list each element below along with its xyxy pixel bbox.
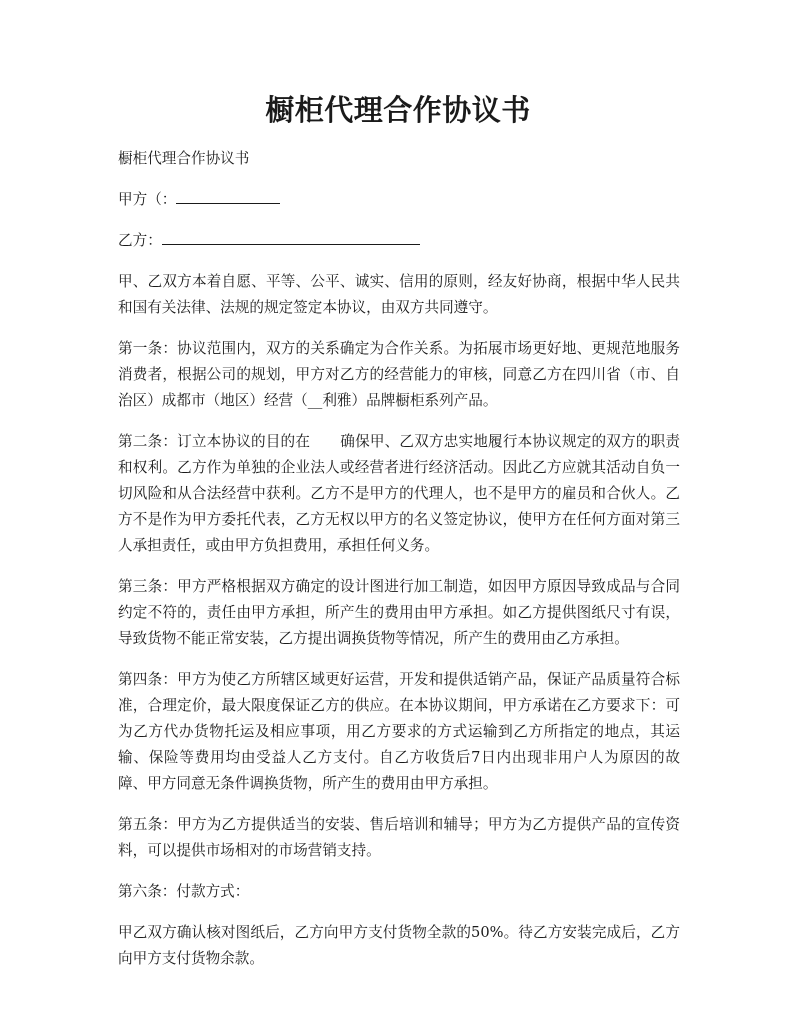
document-title: 橱柜代理合作协议书 bbox=[265, 93, 531, 127]
subtitle-text: 橱柜代理合作协议书 bbox=[118, 150, 250, 167]
article-2-part-1: 第二条：订立本协议的目的在 bbox=[118, 433, 311, 450]
article-6: 第六条：付款方式： bbox=[118, 883, 250, 900]
article-4: 第四条：甲方为使乙方所辖区域更好运营，开发和提供适销产品，保证产品质量符合标准，合理定价，最大限度保证乙方的供应。在本协议期间，甲方承诺在乙方要求下：可为乙方代办货物托运及相应事项，用乙方要求的方式运输到乙方所指定的地点，其运输、保险等费用均由受益人乙方支付。自乙方收货后7日内出现非用户人为原因的故障、甲方同意无条件调换货物，所产生的费用由甲方承担。 bbox=[118, 671, 680, 792]
party-a-label: 甲方（： bbox=[118, 191, 177, 208]
document-body bbox=[118, 146, 680, 987]
subtitle bbox=[118, 146, 680, 172]
article-5: 第五条：甲方为乙方提供适当的安装、售后培训和辅导；甲方为乙方提供产品的宣传资料，可以提供市场相对的市场营销支持。 bbox=[118, 816, 680, 859]
party-b-line bbox=[118, 228, 680, 254]
party-a-blank bbox=[176, 189, 280, 204]
party-a-line bbox=[118, 187, 680, 213]
article-2-part-2: 确保甲、乙双方忠实地履行本协议规定的双方的职责和权利。乙方作为单独的企业法人或经营者进行经济活动。因此乙方应就其活动自负一切风险和从合法经营中获利。乙方不是甲方的代理人，也不是甲方的雇员和合伙人。乙方不是作为甲方委托代表，乙方无权以甲方的名义签定协议，使甲方在任何方面对第三人承担责任，或由甲方负担费用，承担任何义务。 bbox=[118, 433, 680, 554]
article-2 bbox=[118, 429, 680, 559]
intro-paragraph: 甲、乙双方本着自愿、平等、公平、诚实、信用的原则，经友好协商，根据中华人民共和国有关法律、法规的规定签定本协议，由双方共同遵守。 bbox=[118, 273, 680, 316]
party-b-label: 乙方： bbox=[118, 232, 162, 249]
article-3: 第三条：甲方严格根据双方确定的设计图进行加工制造，如因甲方原因导致成品与合同约定不符的，责任由甲方承担，所产生的费用由甲方承担。如乙方提供图纸尺寸有误，导致货物不能正常安装，乙方提出调换货物等情况，所产生的费用由乙方承担。 bbox=[118, 578, 680, 647]
party-b-blank bbox=[162, 230, 420, 245]
payment-paragraph: 甲乙双方确认核对图纸后，乙方向甲方支付货物全款的50%。待乙方安装完成后，乙方向甲方支付货物余款。 bbox=[118, 924, 680, 967]
article-1: 第一条：协议范围内，双方的关系确定为合作关系。为拓展市场更好地、更规范地服务消费者，根据公司的规划，甲方对乙方的经营能力的审核，同意乙方在四川省（市、自治区）成都市（地区）经营（__利雅）品牌橱柜系列产品。 bbox=[118, 340, 680, 409]
